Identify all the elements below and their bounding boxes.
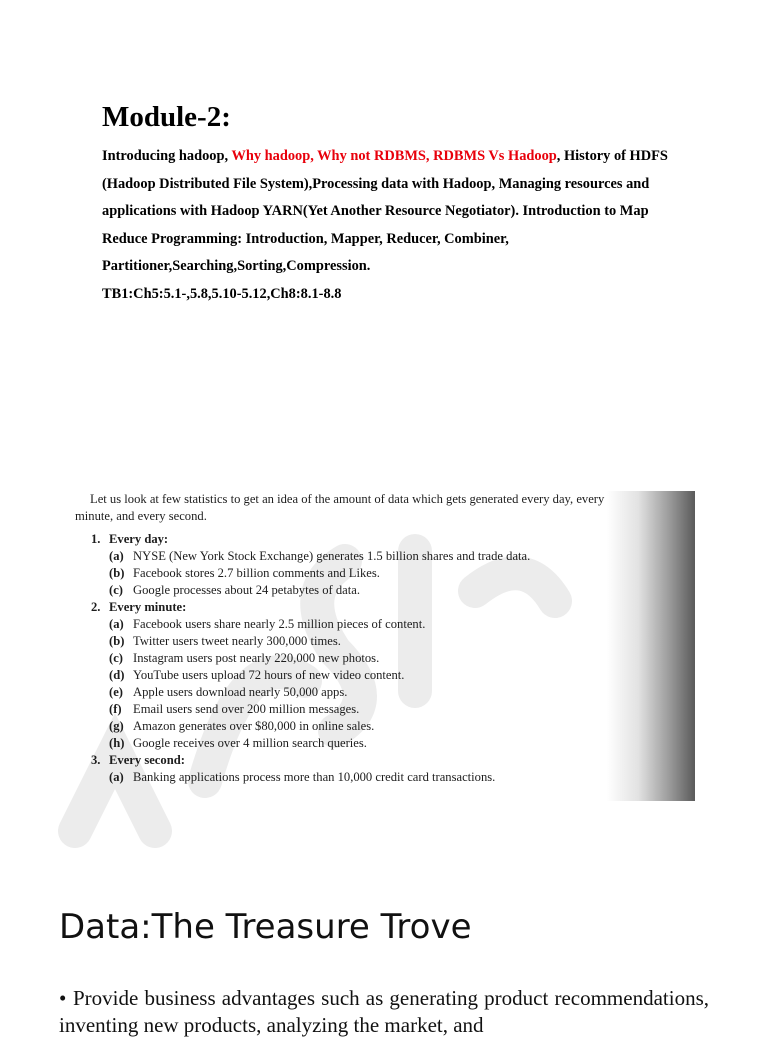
statistics-group-every-second (75, 752, 690, 786)
module-syllabus (102, 143, 682, 309)
syllabus-highlight: Why hadoop, Why not RDBMS, RDBMS Vs Hadoop (231, 148, 557, 164)
statistics-group-every-minute (75, 599, 690, 752)
scan-intro (75, 491, 690, 525)
scanned-text (75, 491, 690, 786)
list-item: (d) YouTube users upload 72 hours of new video content. (109, 668, 405, 682)
list-item: (a) NYSE (New York Stock Exchange) generates 1.5 billion shares and trade data. (109, 549, 531, 563)
module-title: Module-2: (102, 101, 231, 133)
bullet-paragraph (59, 985, 709, 1039)
list-item: (a) Banking applications process more than 10,000 credit card transactions. (109, 770, 496, 784)
scanned-statistics-image (65, 491, 695, 801)
syllabus-intro-prefix: Introducing hadoop, (102, 148, 232, 164)
scan-intro-line-1: Let us look at few statistics to get an idea of the amount of data which gets generated every day, every (90, 492, 605, 506)
syllabus-reference: TB1:Ch5:5.1-,5.8,5.10-5.12,Ch8:8.1-8.8 (102, 285, 342, 302)
list-item: (c) Google processes about 24 petabytes of data. (109, 583, 360, 597)
group-heading: 3. Every second: (91, 753, 185, 767)
scan-intro-line-2: minute, and every second. (75, 509, 207, 523)
list-item: (a) Facebook users share nearly 2.5 million pieces of content. (109, 617, 426, 631)
list-item: (f) Email users send over 200 million messages. (109, 702, 360, 716)
statistics-group-every-day (75, 531, 690, 599)
list-item: (b) Facebook stores 2.7 billion comments and Likes. (109, 566, 380, 580)
syllabus-topics: , History of HDFS (Hadoop Distributed File System),Processing data with Hadoop, Managing resources and applications with Hadoop YARN(Yet Another Resource Negotiator). Introduction to Map Reduce Programming: Introduction, Mapper, Reducer, Combiner, Partitioner,Searching,Sorting,Compression. (102, 148, 668, 275)
list-item: (c) Instagram users post nearly 220,000 new photos. (109, 651, 380, 665)
list-item: (b) Twitter users tweet nearly 300,000 times. (109, 634, 341, 648)
section-title: Data:The Treasure Trove (59, 907, 472, 947)
list-item: (e) Apple users download nearly 50,000 apps. (109, 685, 348, 699)
bullet-text: Provide business advantages such as generating product recommendations, inventing new products, analyzing the market, and (59, 986, 709, 1037)
bullet-icon: • (59, 986, 67, 1010)
group-heading: 2. Every minute: (91, 600, 187, 614)
group-heading: 1. Every day: (91, 532, 169, 546)
list-item: (h) Google receives over 4 million search queries. (109, 736, 367, 750)
list-item: (g) Amazon generates over $80,000 in online sales. (109, 719, 375, 733)
